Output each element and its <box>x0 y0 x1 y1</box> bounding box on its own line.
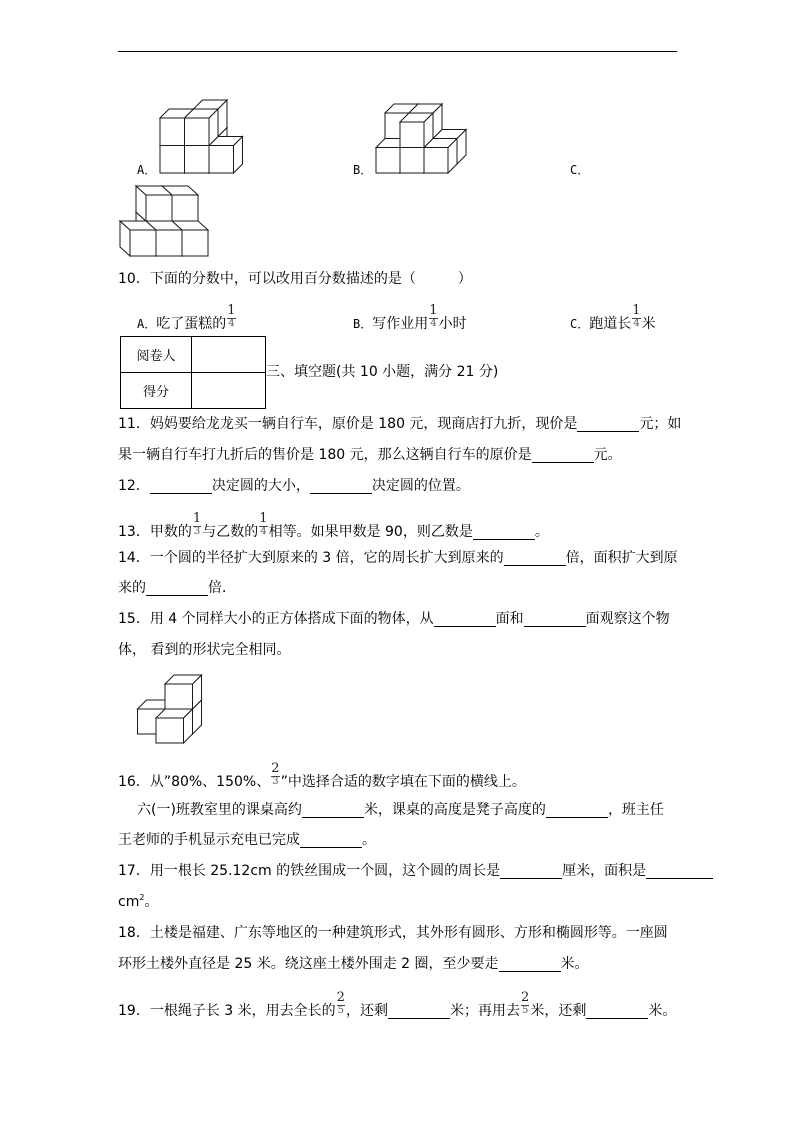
q19-text: 米。 <box>648 1003 677 1019</box>
cube-front-face <box>130 230 156 256</box>
fraction <box>429 303 438 329</box>
cube-side-face <box>409 130 418 165</box>
cube-front-face <box>156 718 184 743</box>
fraction-numerator: 1 <box>192 511 202 526</box>
cube-side-face <box>185 109 194 146</box>
figure-q9-option-a-cubes <box>160 100 243 173</box>
cube-side-face <box>165 700 174 734</box>
answer-blank <box>310 479 372 494</box>
cube-top-face <box>376 139 409 148</box>
cube-front-face <box>146 195 172 221</box>
fraction-numerator: 1 <box>429 303 438 318</box>
answer-blank <box>546 803 608 818</box>
cube-front-face <box>160 146 185 174</box>
q10-option-c-suffix: 米 <box>641 316 656 332</box>
cube-side-face <box>424 139 433 174</box>
cube-top-face <box>162 186 198 195</box>
q14-text: 来的 <box>118 580 146 596</box>
q9-option-b-label: B． <box>353 163 373 177</box>
q12-text: 决定圆的大小， <box>211 478 310 494</box>
cube-front-face <box>156 230 182 256</box>
section-title: 三、填空题(共 10 小题，满分 21 分) <box>266 364 499 380</box>
q16-text: 米，课桌的高度是凳子高度的 <box>363 802 546 818</box>
fraction-denominator: 4 <box>430 318 437 329</box>
q15-text: 15．用 4 个同样大小的正方体搭成下面的物体，从 <box>118 611 434 627</box>
q19-line <box>118 990 677 1021</box>
cube-top-face <box>146 221 182 230</box>
fraction-denominator: 3 <box>193 526 201 537</box>
q9-option-a-label: A． <box>137 163 157 177</box>
answer-blank <box>434 612 496 627</box>
q10-option-a <box>137 303 237 334</box>
q14-text: 倍． <box>208 580 236 596</box>
cube-top-face <box>160 137 194 146</box>
fraction-numerator: 1 <box>227 303 236 318</box>
cube-front-face <box>185 146 210 174</box>
q10-option-b-label: B． <box>353 317 373 331</box>
figure-q9-option-c-cubes <box>120 186 208 256</box>
q14-text: 倍，面积扩大到原 <box>565 550 678 566</box>
q11-text: 元；如 <box>639 416 682 432</box>
cube-top-face <box>172 221 208 230</box>
answer-blank <box>646 864 713 879</box>
q10-option-b-text: 写作业用 <box>372 316 429 332</box>
answer-blank <box>499 957 561 972</box>
q19-text: 19．一根绳子长 3 米，用去全长的 <box>118 1003 336 1019</box>
q13-text: 与乙数的 <box>202 524 259 540</box>
q15-line-2: 体， 看到的形状完全相同。 <box>118 642 291 658</box>
q13-text: 。 <box>534 524 549 540</box>
cube-side-face <box>409 104 418 139</box>
cube-front-face <box>400 122 424 148</box>
answer-blank <box>300 833 362 848</box>
cube-side-face <box>448 139 457 174</box>
cube-side-face <box>162 186 172 221</box>
cube-side-face <box>433 104 442 139</box>
q14-line-1 <box>118 548 678 568</box>
answer-blank <box>146 581 208 596</box>
cube-side-face <box>146 221 156 256</box>
q17-text: 17．用一根长 25.12cm 的铁丝围成一个圆，这个圆的周长是 <box>118 863 501 879</box>
cube-front-face <box>160 118 185 146</box>
cube-side-face <box>184 709 193 743</box>
cube-top-face <box>160 109 194 118</box>
cube-front-face <box>409 139 433 165</box>
cube-front-face <box>146 221 172 247</box>
q10-option-c <box>570 303 656 334</box>
q17-line-1 <box>118 861 713 881</box>
fraction-denominator: 4 <box>228 318 235 329</box>
cube-top-face <box>185 109 219 118</box>
score-table-row <box>121 373 266 409</box>
q13-text: 相等。如果甲数是 90，则乙数是 <box>268 524 473 540</box>
cube-front-face <box>385 139 409 165</box>
cube-front-face <box>172 221 198 247</box>
cube-top-face <box>194 100 228 109</box>
cube-side-face <box>400 139 409 174</box>
q13-text: 13．甲数的 <box>118 524 192 540</box>
fraction <box>227 303 236 329</box>
q16-text: 王老师的手机显示充电已完成 <box>118 832 300 848</box>
cube-front-face <box>400 148 424 174</box>
cube-front-face <box>376 148 400 174</box>
cube-side-face <box>136 186 146 221</box>
cube-side-face <box>162 212 172 247</box>
cube-front-face <box>433 139 457 165</box>
answer-blank <box>302 803 364 818</box>
fraction <box>521 990 530 1016</box>
q15-line-1 <box>118 609 670 629</box>
header-rule <box>118 51 677 52</box>
q11-text: 11．妈妈要给龙龙买一辆自行车，原价是 180 元，现商店打九折，现价是 <box>118 416 578 432</box>
q13-line <box>118 511 549 542</box>
q10-option-a-text: 吃了蛋糕的 <box>156 316 227 332</box>
cube-front-face <box>194 109 219 137</box>
score-value-cell <box>192 373 266 409</box>
q9-option-c-label: C． <box>570 163 590 177</box>
q19-text: 米，还剩 <box>530 1003 587 1019</box>
q18-text: 环形土楼外直径是 25 米。绕这座土楼外围走 2 圈，至少要走 <box>118 956 499 972</box>
cube-side-face <box>433 130 442 165</box>
q19-text: ，还剩 <box>346 1003 388 1019</box>
answer-blank <box>586 1004 648 1019</box>
cube-front-face <box>165 684 193 709</box>
cube-side-face <box>218 128 227 165</box>
answer-blank <box>577 417 639 432</box>
q10-option-c-label: C． <box>570 317 590 331</box>
q16-text: ”中选择合适的数字填在下面的横线上。 <box>280 774 526 790</box>
fraction-numerator: 2 <box>336 990 345 1005</box>
fraction <box>271 761 280 787</box>
q18-line-1: 18．土楼是福建、广东等地区的一种建筑形式，其外形有圆形、方形和椭圆形等。一座圆 <box>118 925 668 941</box>
q11-text: 果一辆自行车打九折后的售价是 180 元，那么这辆自行车的原价是 <box>118 447 532 463</box>
cube-top-face <box>409 130 442 139</box>
cube-side-face <box>193 700 202 734</box>
cube-top-face <box>138 700 175 709</box>
cube-front-face <box>424 148 448 174</box>
q12-number: 12． <box>118 478 150 494</box>
answer-blank <box>524 612 586 627</box>
score-table-row <box>121 337 266 373</box>
answer-blank <box>504 551 566 566</box>
q16-line-3 <box>118 830 376 850</box>
q18-text: 米。 <box>560 956 589 972</box>
q16-text: 。 <box>362 832 376 848</box>
q15-text: 面观察这个物 <box>585 611 670 627</box>
q11-text: 元。 <box>593 447 622 463</box>
fraction-denominator: 5 <box>337 1005 344 1016</box>
cube-top-face <box>162 212 198 221</box>
fraction-denominator: 5 <box>522 1005 529 1016</box>
q17-unit-exponent: 2 <box>139 893 145 902</box>
q16-text: 六(一)班教室里的课桌高约 <box>137 802 302 818</box>
fraction <box>632 303 641 329</box>
q14-line-2 <box>118 578 236 598</box>
fraction-numerator: 1 <box>259 511 268 526</box>
cube-top-face <box>165 675 202 684</box>
q17-text: 。 <box>144 894 159 910</box>
fraction-denominator: 4 <box>633 318 640 329</box>
cube-top-face <box>409 104 442 113</box>
cube-top-face <box>400 113 433 122</box>
cube-top-face <box>120 221 156 230</box>
cube-side-face <box>218 100 227 137</box>
fraction-numerator: 2 <box>521 990 530 1005</box>
cube-front-face <box>138 709 166 734</box>
q15-text: 面和 <box>495 611 524 627</box>
grader-value-cell <box>192 337 266 373</box>
cube-top-face <box>194 128 228 137</box>
q17-line-2 <box>118 892 158 912</box>
q10-stem: 10．下面的分数中，可以改用百分数描述的是（ ） <box>118 271 472 287</box>
cube-side-face <box>424 113 433 148</box>
cube-front-face <box>409 113 433 139</box>
grader-label: 阅卷人 <box>121 337 192 373</box>
q16-line-2 <box>137 800 664 820</box>
figure-q15-cubes <box>138 675 202 743</box>
cube-side-face <box>172 221 182 256</box>
q11-line-2 <box>118 445 622 465</box>
cube-side-face <box>234 137 243 174</box>
cube-side-face <box>193 675 202 709</box>
answer-blank <box>532 448 594 463</box>
cube-side-face <box>136 212 146 247</box>
q12-line <box>118 476 470 496</box>
cube-top-face <box>185 137 219 146</box>
q12-text: 决定圆的位置。 <box>371 478 470 494</box>
cube-front-face <box>165 709 193 734</box>
cube-top-face <box>165 700 202 709</box>
q10-option-a-label: A． <box>137 317 157 331</box>
score-label: 得分 <box>121 373 192 409</box>
q16-line-1 <box>118 761 526 792</box>
q10-option-b <box>353 303 467 334</box>
answer-blank <box>473 525 535 540</box>
cube-front-face <box>182 230 208 256</box>
fraction <box>192 511 202 537</box>
fraction <box>336 990 345 1016</box>
cube-top-face <box>136 186 172 195</box>
answer-blank <box>500 864 562 879</box>
q19-text: 米；再用去 <box>450 1003 520 1019</box>
cube-top-face <box>424 139 457 148</box>
cube-side-face <box>185 137 194 174</box>
cube-top-face <box>400 139 433 148</box>
cube-top-face <box>136 212 172 221</box>
fraction <box>259 511 268 537</box>
cube-side-face <box>457 130 466 165</box>
fraction-denominator: 3 <box>272 776 279 787</box>
q11-line-1 <box>118 414 681 434</box>
cube-side-face <box>209 109 218 146</box>
cube-side-face <box>209 137 218 174</box>
answer-blank <box>150 479 212 494</box>
cube-top-face <box>385 104 418 113</box>
q10-option-b-suffix: 小时 <box>438 316 467 332</box>
fraction-numerator: 1 <box>632 303 641 318</box>
cube-top-face <box>385 130 418 139</box>
score-table <box>120 336 266 409</box>
q10-option-c-text: 跑道长 <box>589 316 632 332</box>
cube-top-face <box>156 709 193 718</box>
cube-front-face <box>209 146 234 174</box>
cube-front-face <box>385 113 409 139</box>
q16-text: ，班主任 <box>607 802 664 818</box>
q16-text: 16．从”80%、150%、 <box>118 774 271 790</box>
q18-line-2 <box>118 954 589 974</box>
q14-text: 14．一个圆的半径扩大到原来的 3 倍，它的周长扩大到原来的 <box>118 550 504 566</box>
answer-blank <box>388 1004 450 1019</box>
figure-q9-option-b-cubes <box>376 104 466 173</box>
fraction-denominator: 4 <box>260 526 267 537</box>
cube-side-face <box>120 221 130 256</box>
cube-top-face <box>209 137 243 146</box>
cube-top-face <box>433 130 466 139</box>
cube-front-face <box>185 118 210 146</box>
cube-front-face <box>172 195 198 221</box>
cube-front-face <box>194 137 219 165</box>
q17-unit: cm <box>118 894 140 910</box>
q17-text: 厘米，面积是 <box>562 863 647 879</box>
fraction-numerator: 2 <box>271 761 280 776</box>
